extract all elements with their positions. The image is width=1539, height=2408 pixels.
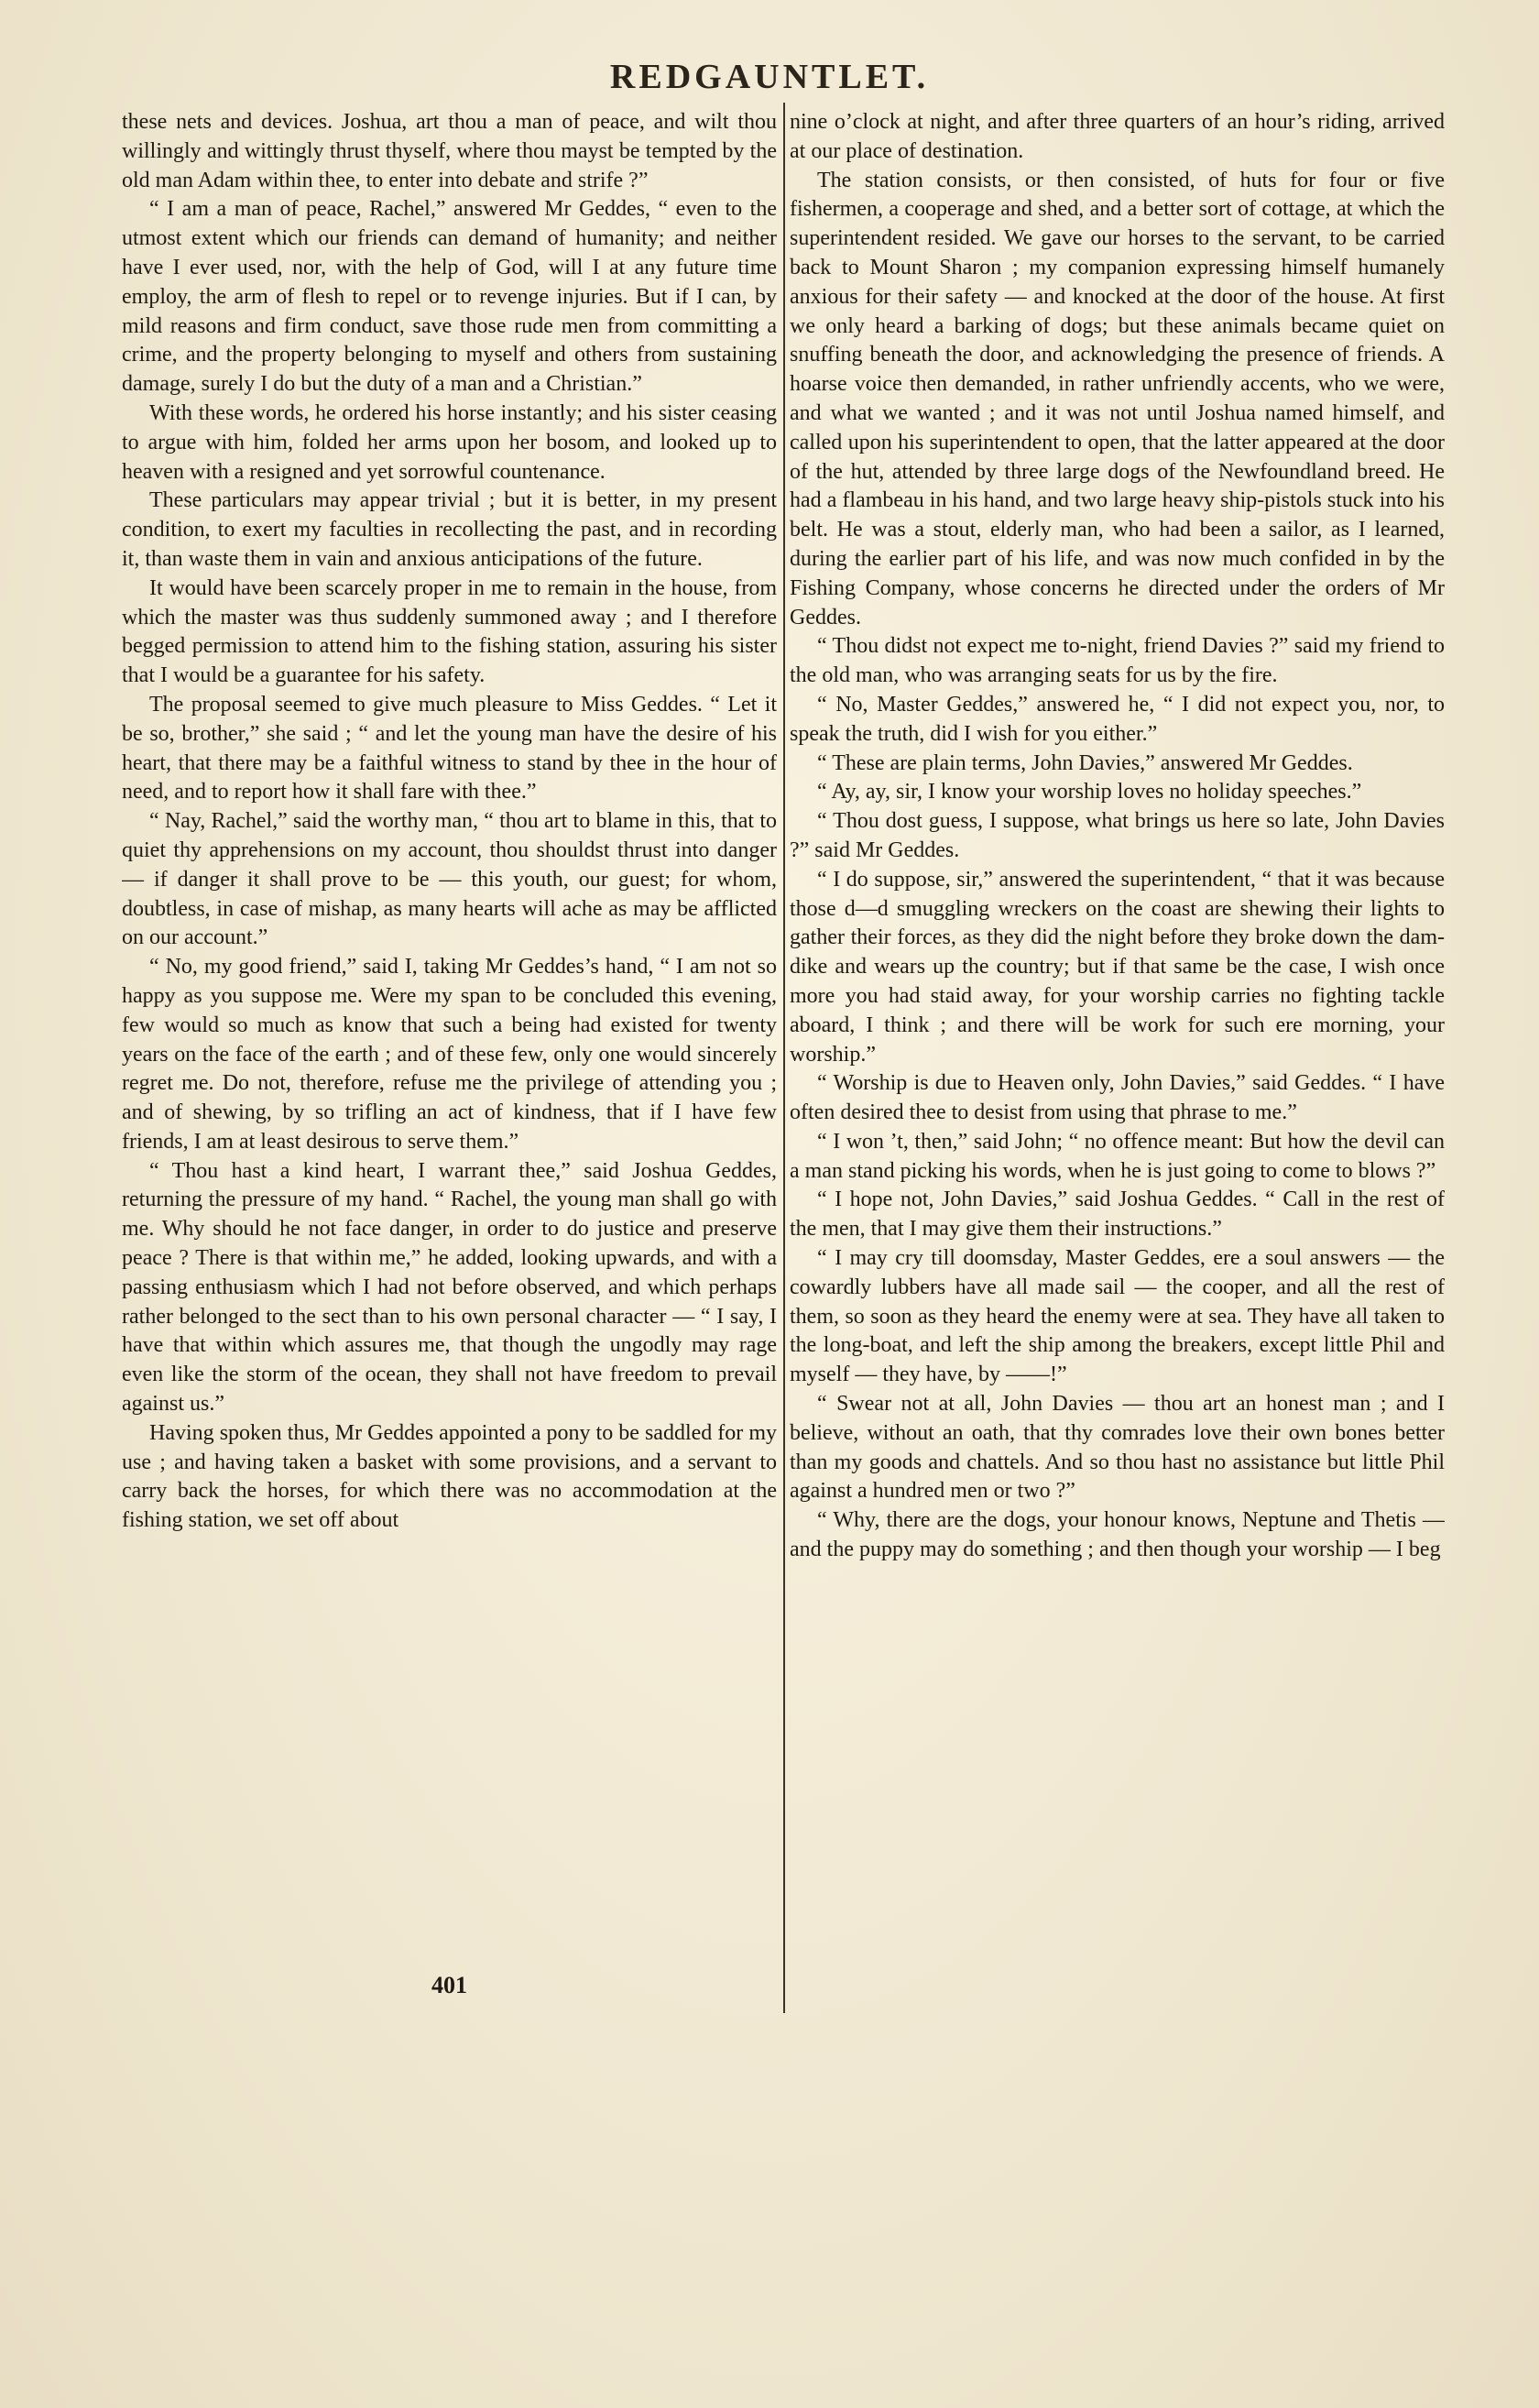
paragraph: “ Nay, Rachel,” said the worthy man, “ thou art to blame in this, that to quiet thy apprehensions on my account, thou shouldst thrust into danger — if danger it shall prove to be — this youth, our guest; for whom, doubtless, in case of mishap, as many hearts will ache as may be afflicted on our account.” — [122, 809, 777, 950]
column-rule — [783, 103, 785, 2013]
paragraph: “ Thou didst not expect me to-night, friend Davies ?” said my friend to the old man, who was arranging seats for us by the fire. — [790, 634, 1445, 688]
paragraph: “ These are plain terms, John Davies,” answered Mr Geddes. — [817, 750, 1353, 775]
paragraph: With these words, he ordered his horse instantly; and his sister ceasing to argue with him, folded her arms upon her bosom, and looked up to heaven with a resigned and yet sorrowful countenance. — [122, 400, 777, 484]
paragraph: nine o’clock at night, and after three quarters of an hour’s riding, arrived at our place of destination. — [790, 110, 1445, 163]
paragraph: The proposal seemed to give much pleasure to Miss Geddes. “ Let it be so, brother,” she said ; “ and let the young man have the desire of his heart, that there may be a faithful witness to stand by thee in the hour of need, and to report how it shall fare with thee.” — [122, 692, 777, 804]
page-number: 401 — [431, 1972, 467, 1998]
paragraph: These particulars may appear trivial ; but it is better, in my present condition, to exert my faculties in recollecting the past, and in recording it, than waste them in vain and anxious anticipations of the future. — [122, 488, 777, 571]
paragraph: “ I do suppose, sir,” answered the superintendent, “ that it was because those d—d smuggling wreckers on the coast are shewing their lights to gather their forces, as they did the night before they broke down the dam-dike and wears up the country; but if that same be the case, I wish once more you had staid away, for your worship carries no fighting tackle aboard, I think ; and there will be work for such ere morning, your worship.” — [790, 867, 1445, 1067]
paragraph: “ Swear not at all, John Davies — thou art an honest man ; and I believe, without an oath, that thy comrades love their own bones better than my goods and chattels. And so thou hast no assistance but little Phil against a hundred men or two ?” — [790, 1392, 1445, 1504]
paragraph: It would have been scarcely proper in me to remain in the house, from which the master was thus suddenly summoned away ; and I therefore begged permission to attend him to the fishing station, assuring his sister that I would be a guarantee for his safety. — [122, 575, 777, 688]
running-head: REDGAUNTLET. — [609, 58, 930, 96]
paragraph: “ I am a man of peace, Rachel,” answered Mr Geddes, “ even to the utmost extent which our friends can demand of humanity; and neither have I ever used, nor, with the help of God, will I at any future time employ, the arm of flesh to repel or to revenge injuries. But if I can, by mild reasons and firm conduct, save those rude men from committing a crime, and the property belonging to myself and others from sustaining damage, surely I do but the duty of a man and a Christian.” — [122, 197, 777, 397]
paragraph: “ Ay, ay, sir, I know your worship loves no holiday speeches.” — [817, 780, 1362, 804]
paragraph: “ I won ’t, then,” said John; “ no offence meant: But how the devil can a man stand picking his words, when he is just going to come to blows ?” — [790, 1129, 1445, 1183]
paragraph: “ No, Master Geddes,” answered he, “ I did not expect you, nor, to speak the truth, did I wish for you either.” — [790, 692, 1445, 746]
paragraph: “ Thou dost guess, I suppose, what brings us here so late, John Davies ?” said Mr Geddes. — [790, 809, 1445, 862]
right-column — [790, 108, 1445, 2078]
paragraph: “ I hope not, John Davies,” said Joshua Geddes. “ Call in the rest of the men, that I may give them their instructions.” — [790, 1188, 1445, 1242]
paragraph: “ I may cry till doomsday, Master Geddes, ere a soul answers — the cowardly lubbers have all made sail — the cooper, and all the rest of them, so soon as they heard the enemy were at sea. They have all taken to the long-boat, and left the ship among the breakers, except little Phil and myself — they have, by ——!” — [790, 1246, 1445, 1387]
paragraph: “ Thou hast a kind heart, I warrant thee,” said Joshua Geddes, returning the pressure of my hand. “ Rachel, the young man shall go with me. Why should he not face danger, in order to do justice and preserve peace ? There is that within me,” he added, looking upwards, and with a passing enthusiasm which I had not before observed, and which perhaps rather belonged to the sect than to his own personal character — “ I say, I have that within which assures me, that though the ungodly may rage even like the storm of the ocean, they shall not have freedom to prevail against us.” — [122, 1158, 777, 1417]
paragraph: The station consists, or then consisted, of huts for four or five fishermen, a cooperage and shed, and a better sort of cottage, at which the superintendent resided. We gave our horses to the servant, to be carried back to Mount Sharon ; my companion expressing himself humanely anxious for their safety — and knocked at the door of the house. At first we only heard a barking of dogs; but these animals became quiet on snuffing beneath the door, and acknowledging the presence of friends. A hoarse voice then demanded, in rather unfriendly accents, who we were, and what we wanted ; and it was not until Joshua named himself, and called upon his superintendent to open, that the latter appeared at the door of the hut, attended by three large dogs of the Newfoundland breed. He had a flambeau in his hand, and two large heavy ship-pistols stuck into his belt. He was a stout, elderly man, who had been a sailor, as I learned, during the earlier part of his life, and was now much confided in by the Fishing Company, whose concerns he directed under the orders of Mr Geddes. — [790, 168, 1445, 629]
paragraph: “ No, my good friend,” said I, taking Mr Geddes’s hand, “ I am not so happy as you suppose me. Were my span to be concluded this evening, few would so much as know that such a being had existed for twenty years on the face of the earth ; and of these few, only one would sincerely regret me. Do not, therefore, refuse me the privilege of attending you ; and of shewing, by so trifling an act of kindness, that if I have few friends, I am at least desirous to serve them.” — [122, 955, 777, 1154]
paragraph: “ Worship is due to Heaven only, John Davies,” said Geddes. “ I have often desired thee to desist from using that phrase to me.” — [790, 1071, 1445, 1125]
paragraph: these nets and devices. Joshua, art thou a man of peace, and wilt thou willingly and wittingly thrust thyself, where thou mayst be tempted by the old man Adam within thee, to enter into debate and strife ?” — [122, 110, 777, 192]
paragraph: Having spoken thus, Mr Geddes appointed a pony to be saddled for my use ; and having taken a basket with some provisions, and a servant to carry back the horses, for which there was no accommodation at the fishing station, we set off about — [122, 1420, 777, 1533]
left-column — [122, 108, 777, 2078]
paragraph: “ Why, there are the dogs, your honour knows, Neptune and Thetis — and the puppy may do something ; and then though your worship — I beg — [790, 1508, 1445, 1562]
